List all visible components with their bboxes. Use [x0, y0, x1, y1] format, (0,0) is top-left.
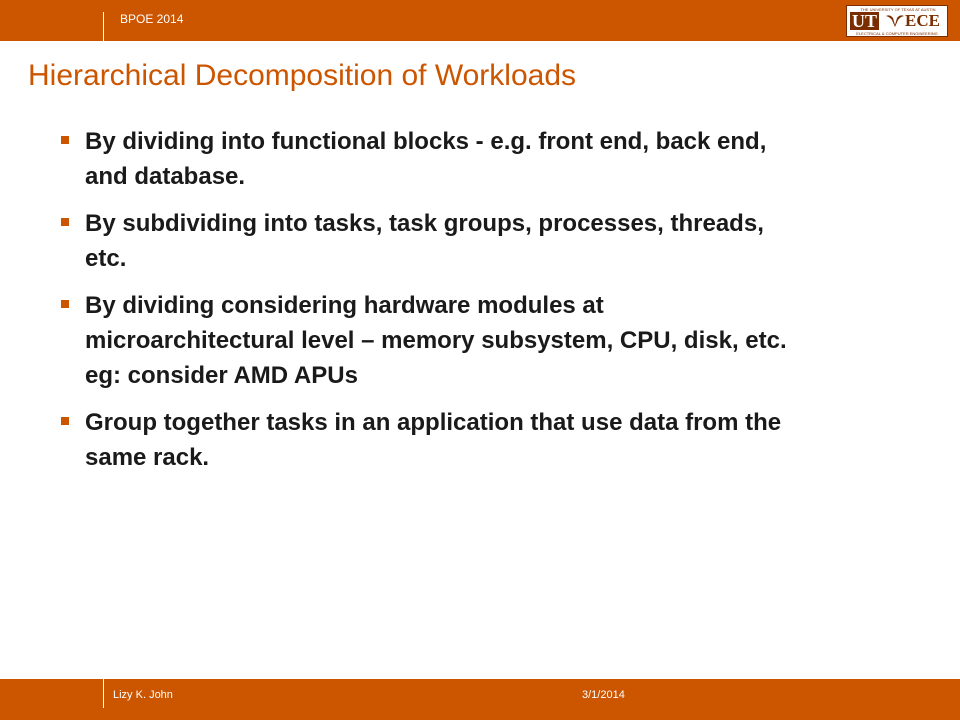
conference-label: BPOE 2014 [120, 12, 184, 26]
bullet-item [59, 124, 799, 194]
bullet-item [59, 405, 799, 475]
footer-divider [103, 679, 104, 708]
header-divider [103, 12, 104, 42]
bullet-text: By dividing into functional blocks - e.g. front end, back end, and database. [85, 128, 767, 190]
logo-ece-text: ECE [905, 11, 940, 30]
longhorn-icon [885, 13, 905, 28]
bullet-list [59, 124, 799, 487]
square-bullet-icon [61, 218, 69, 226]
bullet-item [59, 206, 799, 276]
logo-department-text: ELECTRICAL & COMPUTER ENGINEERING [856, 31, 938, 36]
logo-ut-text: UT [852, 11, 878, 31]
bullet-text: By subdividing into tasks, task groups, processes, threads, etc. [85, 210, 764, 272]
logo-university-text: THE UNIVERSITY OF TEXAS AT AUSTIN [860, 7, 936, 12]
footer-author: Lizy K. John [113, 689, 173, 701]
square-bullet-icon [61, 136, 69, 144]
bullet-text: Group together tasks in an application that use data from the same rack. [85, 409, 782, 471]
square-bullet-icon [61, 417, 69, 425]
footer-date: 3/1/2014 [582, 689, 625, 701]
bullet-item [59, 288, 799, 393]
slide-title: Hierarchical Decomposition of Workloads [28, 59, 576, 92]
ut-ece-logo [846, 5, 948, 37]
bullet-text: By dividing considering hardware modules at microarchitectural level – memory subsystem, CPU, disk, etc. eg: consider AMD APUs [85, 292, 787, 389]
square-bullet-icon [61, 300, 69, 308]
